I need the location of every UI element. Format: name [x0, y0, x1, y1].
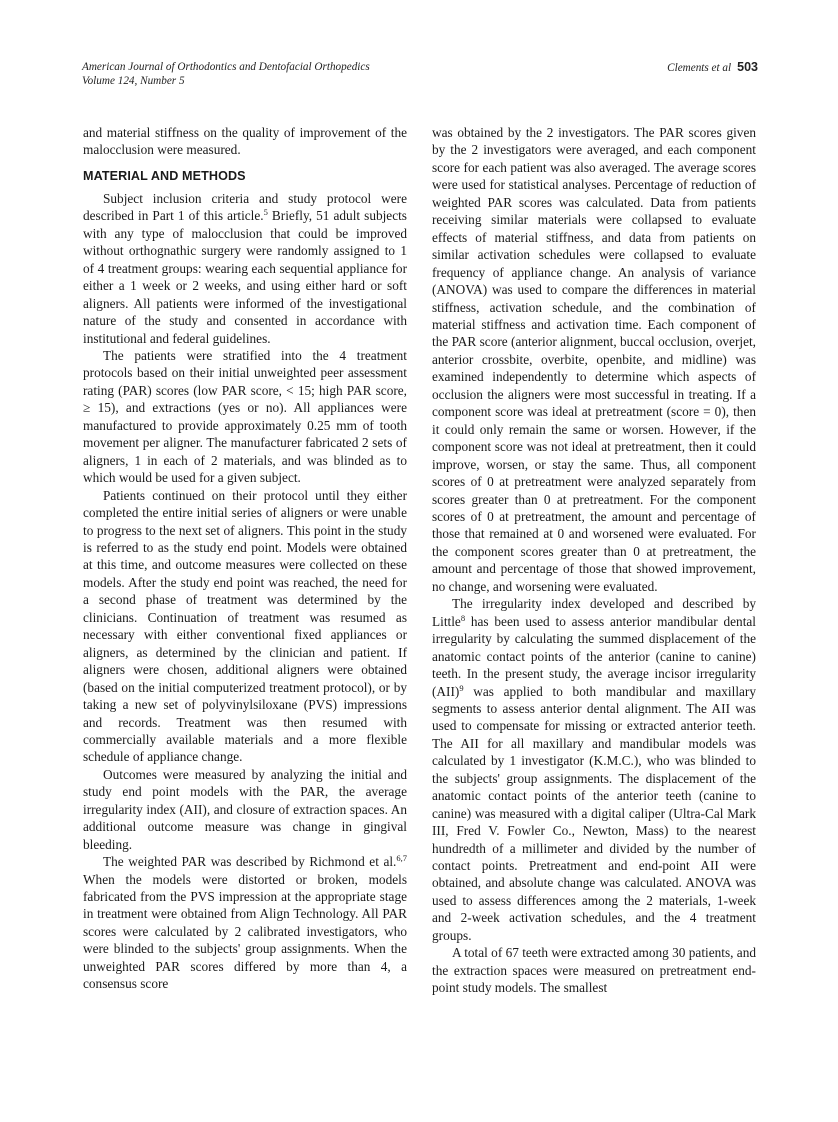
citation-ref: 5 [263, 207, 268, 218]
paragraph-extractions: A total of 67 teeth were extracted among 30 patients, and the extraction spaces were measured on pretreatment end-point study models. The smallest [432, 945, 756, 996]
running-header [82, 60, 758, 96]
paragraph-protocol: Patients continued on their protocol until they either completed the entire initial series of aligners or were unable to progress to the next set of aligners. This point in the study is referred to as the study end point. Models were obtained at this time, and outcome measures were collected on these models. After the study end point was reached, the need for a second phase of treatment was determined by the clinicians. Continuation of treatment was resumed as necessary with either conventional fixed appliances or aligners, as determined by the clinician and patient. If aligners were chosen, additional aligners were obtained (based on the initial computerized treatment protocol), or by taking a new set of polyvinylsiloxane (PVS) impressions and records. Treatment was then resumed with commercially available materials and a more flexible schedule of appliance change. [83, 487, 407, 765]
paragraph-continuation: and material stiffness on the quality of improvement of the malocclusion were measured. [83, 125, 407, 158]
paragraph-inclusion: Subject inclusion criteria and study protocol were described in Part 1 of this article.$^5$ Briefly, 51 adult subjects with any type of malocclusion that could be improved without orthognathic surgery were randomly assigned to 1 of 4 treatment groups: wearing each sequential appliance for either a 1 week or 2 weeks, and using either hard or soft aligners. All patients were informed of the investigational nature of the study and consented in accordance with institutional and federal guidelines. [83, 190, 407, 346]
section-heading-methods: MATERIAL AND METHODS [83, 168, 246, 183]
journal-volume: Volume 124, Number 5 [82, 75, 185, 87]
journal-info [82, 60, 370, 88]
paragraph-weighted-par: The weighted PAR was described by Richmond et al.$^{6,7}$ When the models were distorted or broken, models fabricated from the PVS impression at the appropriate stage in treatment were obtained from Align Technology. All PAR scores were calculated by 2 calibrated investigators, who were blinded to the subjects' group assignments. When the unweighted PAR scores differed by more than 4, a consensus score [83, 853, 407, 992]
paragraph-stratification: The patients were stratified into the 4 treatment protocols based on their initial unweighted peer assessment rating (PAR) scores (low PAR score, < 15; high PAR score, ≥ 15), and extractions (yes or no). All appliances were manufactured to provide approximately 0.25 mm of tooth movement per aligner. The manufacturer fabricated 2 sets of aligners, 1 in each of 2 materials, and was blinded as to which would be used for a given subject. [83, 347, 407, 486]
right-column [432, 124, 756, 997]
running-authors: Clements et al [667, 62, 732, 74]
paragraph-outcomes: Outcomes were measured by analyzing the initial and study end point models with the PAR, the average irregularity index (AII), and closure of extraction spaces. An additional outcome measure was change in gingival bleeding. [83, 766, 407, 852]
paragraph-par-analysis: was obtained by the 2 investigators. The PAR scores given by the 2 investigators were averaged, and each component score for each patient was also averaged. The average scores were used for statistical analyses. Percentage of reduction of weighted PAR scores was calculated. Data from patients receiving similar materials were collapsed to evaluate effects of material stiffness, and data from patients on similar activation schedules were collapsed to evaluate frequency of appliance change. An analysis of variance (ANOVA) was used to compare the differences in material stiffness, activation schedule, and the combination of material stiffness and activation time. Each component of the PAR score (anterior alignment, buccal occlusion, overjet, anterior crossbite, overbite, openbite, and midline) was examined independently to determine which aspects of occlusion the aligners were most successful in treating. If a component score was ideal at pretreatment (score = 0), then it could only remain the same or worsen. However, if the component score was not ideal at pretreatment, then it could improve, worsen, or stay the same. Thus, all component scores of 0 at pretreatment were analyzed separately from scores greater than 0 at pretreatment. For the component scores of 0 at pretreatment, the amount and percentage of those that remained at 0 and worsened were evaluated. For the component scores greater than 0 at pretreatment, the amount and percentage of those that showed improvement, no change, and worsening were evaluated. [432, 125, 756, 594]
citation-ref: 9 [459, 682, 464, 693]
journal-title: American Journal of Orthodontics and Dentofacial Orthopedics [82, 61, 370, 73]
paragraph-irregularity-index: The irregularity index developed and described by Little$^8$ has been used to assess anterior mandibular dental irregularity by calculating the summed displacement of the anatomic contact points of the anterior (canine to canine) teeth. In the present study, the average incisor irregularity (AII)$^9$ was applied to both mandibular and maxillary segments to assess anterior dental alignment. The AII was used to compensate for missing or extracted anterior teeth. The AII for all maxillary and mandibular models was calculated by 1 investigator (K.M.C.), who was blinded to the subjects' group assignments. The displacement of the anatomic contact points of the anterior teeth (canine to canine) was measured with a digital caliper (Ultra-Cal Mark III, Fred V. Fowler Co., Newton, Mass) to the nearest hundredth of a millimeter and divided by the number of contact points. Pretreatment and end-point AII were obtained, and absolute change was calculated. ANOVA was used to assess differences among the 2 materials, 1-week and 2-week activation schedules, and the 4 treatment groups. [432, 596, 756, 943]
left-column [83, 124, 407, 993]
citation-ref: 8 [460, 612, 466, 623]
author-page [667, 60, 758, 75]
citation-ref: 6,7 [396, 853, 407, 864]
page-number: 503 [737, 60, 758, 74]
